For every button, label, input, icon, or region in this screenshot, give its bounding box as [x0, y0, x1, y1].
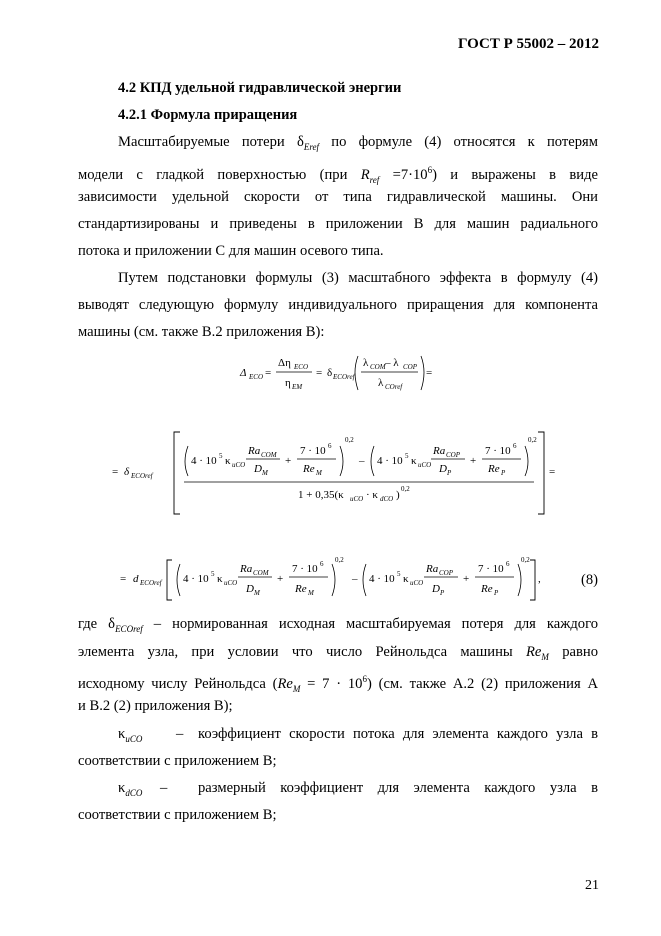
svg-text:7 · 10: 7 · 10 [478, 563, 504, 575]
svg-text:P: P [440, 589, 445, 597]
svg-text:7 · 10: 7 · 10 [292, 563, 318, 575]
svg-text:D: D [432, 583, 440, 595]
svg-text:κ: κ [225, 455, 231, 467]
svg-text:– λ: – λ [385, 357, 399, 369]
svg-text:dCO: dCO [380, 495, 394, 503]
svg-text:COP: COP [439, 569, 453, 577]
svg-text:7 · 10: 7 · 10 [300, 445, 326, 457]
svg-text:Ra: Ra [433, 445, 446, 457]
svg-text:Re: Re [481, 583, 493, 595]
svg-text:=: = [316, 367, 323, 379]
svg-text:Re: Re [295, 583, 307, 595]
paragraph-1-line-2: модели с гладкой поверхностью (при $R_{ref} =7\cdot 10^6$) и выражены в виде [78, 165, 598, 185]
svg-text:+: + [285, 455, 292, 467]
svg-text:5: 5 [219, 452, 223, 460]
kappa-d-symbol: $\kappa_{dCO}$ [118, 780, 143, 798]
svg-text:5: 5 [211, 570, 215, 578]
svg-text:δ: δ [327, 367, 333, 379]
svg-text:λ: λ [378, 377, 384, 389]
svg-text:COP: COP [446, 451, 460, 459]
svg-text:COM: COM [253, 569, 269, 577]
where-line-4: и В.2 (2) приложения В); [78, 698, 233, 714]
svg-text:5: 5 [405, 452, 409, 460]
svg-text:+: + [277, 573, 284, 585]
paragraph-1-line-5: потока и приложении С для машин осевого типа. [78, 243, 384, 259]
svg-text:+: + [463, 573, 470, 585]
subsection-heading: 4.2.1 Формула приращения [118, 107, 298, 123]
paragraph-2-line-1: Путем подстановки формулы (3) масштабного эффекта в формулу (4) [118, 270, 598, 286]
svg-text:κ: κ [403, 573, 409, 585]
svg-text:=: = [549, 466, 556, 478]
paragraph-1-line-4: стандартизированы и приведены в приложении В для машин радиального [78, 216, 598, 232]
svg-text:uCO: uCO [224, 579, 238, 587]
svg-text:0,2: 0,2 [345, 436, 354, 444]
svg-text:COref: COref [385, 383, 403, 391]
where-line-2: элемента узла, при условии что число Рейнольдса машины $Re_M$ равно [78, 644, 598, 662]
equation-number: (8) [580, 572, 598, 588]
svg-text:M: M [308, 589, 314, 597]
document-header: ГОСТ Р 55002 – 2012 [457, 36, 599, 52]
svg-text:1 + 0,35(κ: 1 + 0,35(κ [298, 489, 344, 501]
paragraph-1-line-1: Масштабируемые потери $\delta_{Eref}$ по формуле (4) относятся к потерям [118, 134, 598, 152]
svg-text:0,2: 0,2 [401, 485, 410, 493]
svg-text:uCO: uCO [418, 461, 432, 469]
svg-text:ECO: ECO [249, 373, 263, 381]
kappa-u-description-line-2: соответствии с приложением В; [78, 753, 277, 769]
svg-text:Δ: Δ [240, 367, 247, 379]
svg-text:4 · 10: 4 · 10 [191, 455, 217, 467]
equation-line-1 [240, 348, 433, 398]
svg-text:M: M [254, 589, 260, 597]
svg-text:+: + [470, 455, 477, 467]
svg-text:uCO: uCO [350, 495, 364, 503]
svg-text:Re: Re [303, 463, 315, 475]
svg-text:λ: λ [363, 357, 369, 369]
where-line-3: исходному числу Рейнольдса $(Re_M = 7 \cdot 10^6)$ (см. также А.2 (2) приложения А [78, 674, 598, 694]
svg-text:6: 6 [320, 560, 324, 568]
kappa-u-symbol: $\kappa_{uCO}$ [118, 726, 143, 744]
svg-text:D: D [246, 583, 254, 595]
svg-text:–: – [352, 573, 358, 585]
paragraph-2-line-2: выводят следующую формулу индивидуального приращения для компонента [78, 297, 598, 313]
svg-text:Re: Re [488, 463, 500, 475]
svg-text:P: P [501, 469, 506, 477]
svg-text:COM: COM [261, 451, 277, 459]
svg-text:ECOref: ECOref [131, 472, 153, 480]
kappa-u-description: коэффициент скорости потока для элемента каждого узла в [198, 726, 598, 742]
svg-text:EM: EM [292, 383, 303, 391]
svg-text:κ: κ [411, 455, 417, 467]
svg-text:,: , [538, 573, 541, 585]
svg-text:Ra: Ra [248, 445, 261, 457]
svg-text:ECOref: ECOref [140, 579, 162, 587]
svg-text:6: 6 [506, 560, 510, 568]
svg-text:=: = [112, 466, 119, 478]
where-line-1: где $\delta_{ECOref}$ – нормированная исходная масштабируемая потеря для каждого [78, 616, 598, 634]
svg-text:=: = [265, 367, 272, 379]
svg-text:D: D [254, 463, 262, 475]
svg-text:M: M [262, 469, 268, 477]
svg-text:uCO: uCO [232, 461, 246, 469]
svg-text:4 · 10: 4 · 10 [183, 573, 209, 585]
svg-text:P: P [447, 469, 452, 477]
kappa-d-dash: – [160, 780, 168, 796]
svg-text:–: – [359, 455, 365, 467]
svg-text:uCO: uCO [410, 579, 424, 587]
equation-line-3 [120, 556, 552, 604]
kappa-d-description-line-2: соответствии с приложением В; [78, 807, 277, 823]
svg-text:0,2: 0,2 [521, 556, 530, 564]
svg-text:D: D [439, 463, 447, 475]
kappa-u-dash: – [176, 726, 184, 742]
svg-text:· κ: · κ [366, 489, 378, 501]
paragraph-2-line-3: машины (см. также В.2 приложения В): [78, 324, 325, 340]
svg-text:=: = [426, 367, 433, 379]
svg-text:Ra: Ra [240, 563, 253, 575]
svg-text:ECOref: ECOref [333, 373, 355, 381]
kappa-d-description: размерный коэффициент для элемента каждого узла в [198, 780, 598, 796]
svg-text:0,2: 0,2 [528, 436, 537, 444]
svg-text:P: P [494, 589, 499, 597]
svg-text:COM: COM [370, 363, 386, 371]
svg-text:=: = [120, 573, 127, 585]
paragraph-1-line-3: зависимости удельной скорости от типа гидравлической машины. Они [78, 189, 598, 205]
svg-text:6: 6 [328, 442, 332, 450]
svg-text:d: d [133, 573, 139, 585]
svg-text:δ: δ [124, 466, 130, 478]
svg-text:): ) [396, 489, 400, 501]
svg-text:Ra: Ra [426, 563, 439, 575]
svg-text:0,2: 0,2 [335, 556, 344, 564]
section-heading: 4.2 КПД удельной гидравлической энергии [118, 80, 402, 96]
svg-text:ECO: ECO [294, 363, 308, 371]
svg-text:η: η [285, 377, 291, 389]
svg-text:4 · 10: 4 · 10 [377, 455, 403, 467]
svg-text:COP: COP [403, 363, 417, 371]
svg-text:5: 5 [397, 570, 401, 578]
svg-text:6: 6 [513, 442, 517, 450]
svg-text:4 · 10: 4 · 10 [369, 573, 395, 585]
svg-text:M: M [316, 469, 322, 477]
svg-text:κ: κ [217, 573, 223, 585]
svg-text:7 · 10: 7 · 10 [485, 445, 511, 457]
equation-line-2 [108, 424, 558, 520]
svg-text:Δη: Δη [278, 357, 291, 369]
page-number: 21 [585, 878, 599, 893]
